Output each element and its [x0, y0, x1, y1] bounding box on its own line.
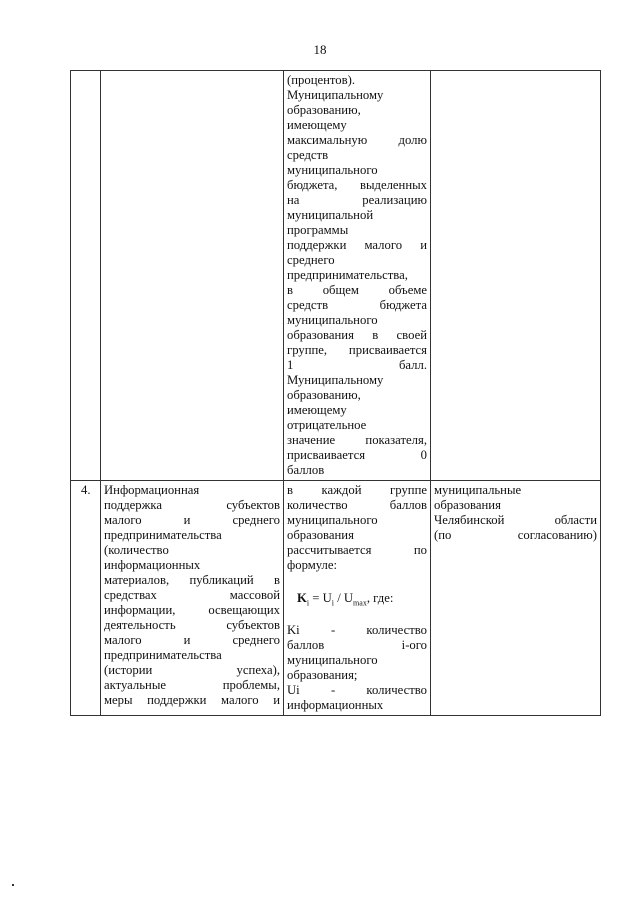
- formula-k: K: [297, 591, 307, 605]
- text-line: имеющему: [287, 403, 347, 417]
- method-text-definitions: [287, 623, 427, 713]
- text-line: образования в своей: [287, 328, 427, 342]
- text-line: Ki - количество: [287, 622, 427, 637]
- text-line: образования: [287, 528, 354, 542]
- scan-mark: [12, 884, 14, 886]
- text-line: муниципального: [287, 652, 378, 667]
- text-line: максимальную долю: [287, 133, 427, 147]
- text-line: деятельность субъектов: [104, 618, 280, 632]
- text-line: муниципального: [287, 163, 378, 177]
- text-line: предпринимательства: [104, 648, 222, 662]
- text-line: муниципального: [287, 513, 378, 527]
- text-line: рассчитывается по: [287, 543, 427, 557]
- responsible-text: [434, 483, 597, 543]
- text-line: поддержка субъектов: [104, 498, 280, 512]
- cell-criterion-continuation: [284, 71, 431, 481]
- text-line: информации, освещающих: [104, 603, 280, 617]
- text-line: средств: [287, 148, 329, 162]
- text-line: поддержки малого и: [287, 238, 427, 252]
- text-line: образованию,: [287, 103, 361, 117]
- text-line: в каждой группе: [287, 483, 427, 497]
- text-line: на реализацию: [287, 193, 427, 207]
- text-line: Челябинской области: [434, 513, 597, 527]
- cell-indicator: [101, 481, 284, 716]
- text-line: образованию,: [287, 388, 361, 402]
- text-line: бюджета, выделенных: [287, 178, 427, 192]
- text-line: меры поддержки малого и: [104, 693, 280, 707]
- text-line: формуле:: [287, 558, 338, 572]
- formula-div: / U: [334, 591, 354, 605]
- text-line: предпринимательства,: [287, 268, 408, 282]
- formula: [287, 573, 427, 623]
- text-line: образования;: [287, 667, 358, 682]
- text-line: муниципальные: [434, 483, 522, 497]
- text-line: Ui - количество: [287, 682, 427, 697]
- row-number: 4.: [71, 481, 101, 716]
- cell-responsible: [431, 481, 601, 716]
- text-line: баллов: [287, 463, 325, 477]
- text-line: среднего: [287, 253, 335, 267]
- text-line: информационных: [104, 558, 201, 572]
- text-line: (количество: [104, 543, 169, 557]
- text-line: Информационная: [104, 483, 200, 497]
- formula-max-sub: max: [353, 598, 367, 608]
- text-line: (процентов).: [287, 73, 356, 87]
- page-number: 18: [313, 42, 327, 57]
- text-line: программы: [287, 223, 349, 237]
- text-line: значение показателя,: [287, 433, 427, 447]
- formula-tail: , где:: [366, 591, 394, 605]
- text-line: (по согласованию): [434, 528, 597, 542]
- text-line: в общем объеме: [287, 283, 427, 297]
- text-line: муниципальной: [287, 208, 374, 222]
- cell-responsible-empty: [431, 71, 601, 481]
- text-line: Муниципальному: [287, 88, 384, 102]
- text-line: образования: [434, 498, 501, 512]
- text-line: имеющему: [287, 118, 347, 132]
- formula-k-sub: i: [306, 598, 310, 608]
- text-line: средствах массовой: [104, 588, 280, 602]
- text-line: актуальные проблемы,: [104, 678, 280, 692]
- text-line: баллов i-ого: [287, 637, 427, 652]
- text-line: малого и среднего: [104, 513, 280, 527]
- criteria-table: [70, 70, 601, 716]
- indicator-text: [104, 483, 280, 708]
- formula-u-sub: i: [331, 598, 335, 608]
- table-row-4: [71, 481, 601, 716]
- cell-indicator-empty: [101, 71, 284, 481]
- text-line: присваивается 0: [287, 448, 427, 462]
- cell-number-empty: [71, 71, 101, 481]
- text-line: малого и среднего: [104, 633, 280, 647]
- text-line: Муниципальному: [287, 373, 384, 387]
- text-line: отрицательное: [287, 418, 367, 432]
- text-line: количество баллов: [287, 498, 427, 512]
- formula-eq: = U: [309, 591, 332, 605]
- text-line: материалов, публикаций в: [104, 573, 280, 587]
- text-line: группе, присваивается: [287, 343, 427, 357]
- text-line: средств бюджета: [287, 298, 427, 312]
- criterion-text: [287, 73, 427, 478]
- text-line: предпринимательства: [104, 528, 222, 542]
- text-line: (истории успеха),: [104, 663, 280, 677]
- table-row-continuation: [71, 71, 601, 481]
- method-text-intro: [287, 483, 427, 573]
- cell-method: [284, 481, 431, 716]
- text-line: 1 балл.: [287, 358, 427, 372]
- text-line: информационных: [287, 697, 384, 712]
- text-line: муниципального: [287, 313, 378, 327]
